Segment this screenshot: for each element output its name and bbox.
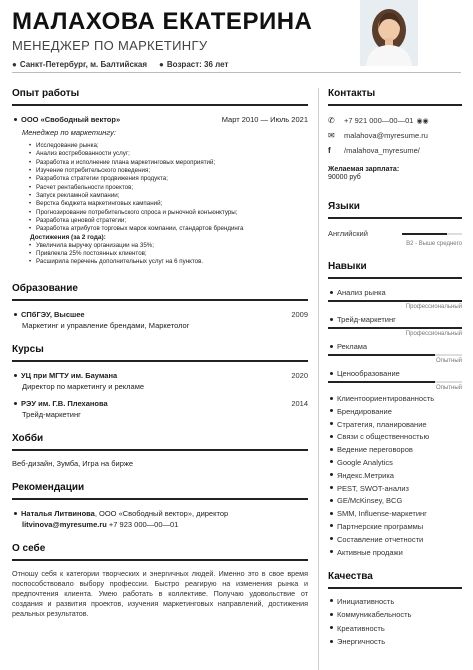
language-row xyxy=(328,229,462,238)
location-pin-icon: ● xyxy=(12,60,17,69)
candidate-meta xyxy=(12,60,342,69)
list-item: • Анализ востребованности услуг; xyxy=(36,150,308,158)
bullet-icon xyxy=(330,486,333,489)
bullet-icon xyxy=(14,512,17,515)
references-bar xyxy=(12,498,308,500)
job-role: Менеджер по маркетингу: xyxy=(22,128,116,137)
course-org: УЦ при МГТУ им. Баумана xyxy=(12,371,117,380)
bullet-icon xyxy=(14,313,17,316)
hobby-heading: Хобби xyxy=(12,432,44,444)
list-item: • Верстка бюджета маркетинговых кампаний; xyxy=(36,200,308,208)
course-name: Трейд-маркетинг xyxy=(22,409,81,419)
qualities-heading: Качества xyxy=(328,570,373,582)
bullet-icon xyxy=(330,473,333,476)
course-name: Директор по маркетингу и рекламе xyxy=(22,381,145,391)
skill-level-bar xyxy=(328,300,462,302)
bullet-icon xyxy=(330,372,333,375)
reference-contacts xyxy=(22,520,308,529)
age-text: Возраст: 36 лет xyxy=(166,60,229,69)
list-item: • Расчет рентабельности проектов; xyxy=(36,184,308,192)
bullet-icon xyxy=(14,374,17,377)
list-item: Брендирование xyxy=(328,407,462,416)
skills-heading: Навыки xyxy=(328,261,367,272)
skill-name: Анализ рынка xyxy=(337,288,386,297)
resume-header xyxy=(12,8,342,69)
list-item: Партнерские программы xyxy=(328,522,462,531)
bullet-icon xyxy=(14,402,17,405)
bullet-icon xyxy=(330,599,333,602)
reference-person: Наталья Литвинова xyxy=(21,508,95,518)
bullet-icon xyxy=(330,499,333,502)
contacts-heading: Контакты xyxy=(328,88,376,99)
profile-photo xyxy=(360,0,418,66)
experience-heading: Опыт работы xyxy=(12,88,80,99)
bullet-icon xyxy=(330,409,333,412)
skill-level-bar xyxy=(328,327,462,329)
about-bar xyxy=(12,559,308,561)
list-item: • Привлекла 25% постоянных клиентов; xyxy=(36,250,308,258)
phone-icon: ✆ xyxy=(328,116,335,125)
list-item: • Прогнозирование потребительского спроса и рыночной конъюнктуры; xyxy=(36,209,308,217)
education-org: СПбГЭУ, Высшее xyxy=(12,310,85,319)
header-divider xyxy=(12,72,461,73)
about-text: Отношу себя к категории творческих и энергичных людей. Именно это в свое время поспособствовало выбору профессии. Быстро реагирую на изменения рынка и предпочтения клиента. Умею работать в коллективе. Получаю удовольствие от создания и развития проектов, изучения маркетинговых направлений, достижения реальных результатов. xyxy=(12,568,308,618)
skill-level: Опытный xyxy=(436,358,462,364)
skill-item xyxy=(328,288,462,310)
contact-phone-row xyxy=(328,116,462,125)
skill-name: Ценообразование xyxy=(337,369,400,378)
list-item: • Увеличила выручку организации на 35%; xyxy=(36,242,308,250)
references-heading: Рекомендации xyxy=(12,481,85,493)
qualities-bar xyxy=(328,587,462,589)
courses-heading: Курсы xyxy=(12,343,44,355)
contact-social-row xyxy=(328,146,462,155)
skill-level-fill xyxy=(328,354,435,356)
skill-item xyxy=(328,342,462,364)
language-level: B2 - Выше среднего xyxy=(406,241,462,247)
right-column xyxy=(328,88,462,646)
bullet-icon xyxy=(330,537,333,540)
reference-row xyxy=(12,509,308,518)
skill-level: Профессиональный xyxy=(405,331,462,337)
list-item: SMM, Influense-маркетинг xyxy=(328,509,462,518)
skill-level: Профессиональный xyxy=(405,304,462,310)
skill-name: Трейд-маркетинг xyxy=(337,315,396,324)
contact-social[interactable]: /malahova_myresume/ xyxy=(344,146,420,155)
achievements-heading: Достижения (за 2 года): xyxy=(30,233,106,241)
contacts-bar xyxy=(328,104,462,106)
course-org: РЭУ им. Г.В. Плеханова xyxy=(12,399,108,408)
skill-level-fill xyxy=(328,327,462,329)
list-item: PEST, SWOT-анализ xyxy=(328,484,462,493)
skill-name: Реклама xyxy=(337,342,368,351)
avatar xyxy=(360,0,418,66)
course-year: 2014 xyxy=(291,398,308,408)
skills-bar xyxy=(328,277,462,279)
salary-label: Желаемая зарплата: xyxy=(328,166,400,173)
bullet-icon xyxy=(330,613,333,616)
education-spec: Маркетинг и управление брендами, Маркетолог xyxy=(22,320,190,330)
language-level-fill xyxy=(402,233,447,235)
education-row xyxy=(12,310,308,319)
list-item: Google Analytics xyxy=(328,458,462,467)
person-icon: ● xyxy=(159,60,164,69)
courses-bar xyxy=(12,360,308,362)
list-item: • Разработка атрибутов торговых марок компании, стандартов брендинга xyxy=(36,225,308,233)
bullet-icon xyxy=(330,291,333,294)
job-period: Март 2010 — Июль 2021 xyxy=(221,115,308,124)
list-item: Яндекс.Метрика xyxy=(328,471,462,480)
contact-email-row xyxy=(328,131,462,140)
hobby-text: Веб-дизайн, Зумба, Игра на бирже xyxy=(12,458,134,468)
list-item: • Запуск рекламной кампании; xyxy=(36,192,308,200)
list-item: • Расширила перечень дополнительных услуг на 6 пунктов. xyxy=(36,258,308,266)
list-item: • Разработка ценовой стратегии; xyxy=(36,217,308,225)
skill-level-bar xyxy=(328,381,462,383)
list-item: • Разработка стратегии продвижения продукта; xyxy=(36,175,308,183)
language-name: Английский xyxy=(328,229,368,238)
achievements-list xyxy=(36,242,308,267)
list-item: • Изучение потребительского поведения; xyxy=(36,167,308,175)
location-text: Санкт-Петербург, м. Балтийская xyxy=(19,60,148,69)
candidate-name: МАЛАХОВА ЕКАТЕРИНА xyxy=(12,8,313,35)
contact-phone[interactable]: +7 921 000—00—01 xyxy=(344,116,414,125)
course-row xyxy=(12,371,308,380)
experience-bar xyxy=(12,104,308,106)
list-item: Ведение переговоров xyxy=(328,445,462,454)
skill-level: Опытный xyxy=(436,385,462,391)
salary-value: 90000 руб xyxy=(328,174,361,181)
bullet-icon xyxy=(330,318,333,321)
list-item: Стратегия, планирование xyxy=(328,420,462,429)
reference-org: , ООО «Свободный вектор», директор xyxy=(94,508,229,518)
bullet-icon xyxy=(330,524,333,527)
bullet-icon xyxy=(330,345,333,348)
hobby-bar xyxy=(12,449,308,451)
skill-item xyxy=(328,369,462,391)
skill-level-bar xyxy=(328,354,462,356)
skill-item xyxy=(328,315,462,337)
job-org: ООО «Свободный вектор» xyxy=(12,115,120,124)
facebook-icon: f xyxy=(328,146,331,155)
education-year: 2009 xyxy=(291,309,308,319)
bullet-icon xyxy=(330,640,333,643)
bullet-icon xyxy=(330,422,333,425)
list-item: Клиентоориентированность xyxy=(328,394,462,403)
left-column xyxy=(12,88,308,619)
bullet-icon xyxy=(330,512,333,515)
list-item: • Исследование рынка; xyxy=(36,142,308,150)
list-item: • Разработка и исполнение плана маркетинговых мероприятий; xyxy=(36,159,308,167)
contact-email[interactable]: malahova@myresume.ru xyxy=(344,131,428,140)
messenger-icon: ◉◉ xyxy=(416,117,429,125)
bullet-icon xyxy=(14,118,17,121)
bullet-icon xyxy=(330,460,333,463)
bullet-icon xyxy=(330,435,333,438)
skill-level-fill xyxy=(328,381,435,383)
education-heading: Образование xyxy=(12,282,78,294)
list-item: Связи с общественностью xyxy=(328,432,462,441)
age-item xyxy=(159,60,228,69)
job-header xyxy=(12,115,308,124)
list-item: Инициативность xyxy=(328,597,462,606)
list-item: GE/McKinsey, BCG xyxy=(328,496,462,505)
course-year: 2020 xyxy=(291,370,308,380)
education-bar xyxy=(12,299,308,301)
list-item: Составление отчетности xyxy=(328,535,462,544)
mail-icon: ✉ xyxy=(328,131,335,140)
bullet-icon xyxy=(330,626,333,629)
list-item: Активные продажи xyxy=(328,548,462,557)
about-heading: О себе xyxy=(12,542,46,554)
skill-level-fill xyxy=(328,300,462,302)
reference-phone: +7 923 000—00—01 xyxy=(106,519,179,529)
languages-bar xyxy=(328,217,462,219)
language-level-bar xyxy=(402,233,462,235)
bullet-icon xyxy=(330,550,333,553)
reference-email[interactable]: litvinova@myresume.ru xyxy=(22,519,107,529)
list-item: Энергичность xyxy=(328,637,462,646)
column-divider xyxy=(318,88,319,670)
bullet-icon xyxy=(330,448,333,451)
candidate-title: МЕНЕДЖЕР ПО МАРКЕТИНГУ xyxy=(12,38,208,53)
location-item xyxy=(12,60,147,69)
bullet-icon xyxy=(330,397,333,400)
list-item: Коммуникабельность xyxy=(328,610,462,619)
duties-list xyxy=(36,142,308,234)
list-item: Креативность xyxy=(328,624,462,633)
course-row xyxy=(12,399,308,408)
languages-heading: Языки xyxy=(328,201,360,212)
